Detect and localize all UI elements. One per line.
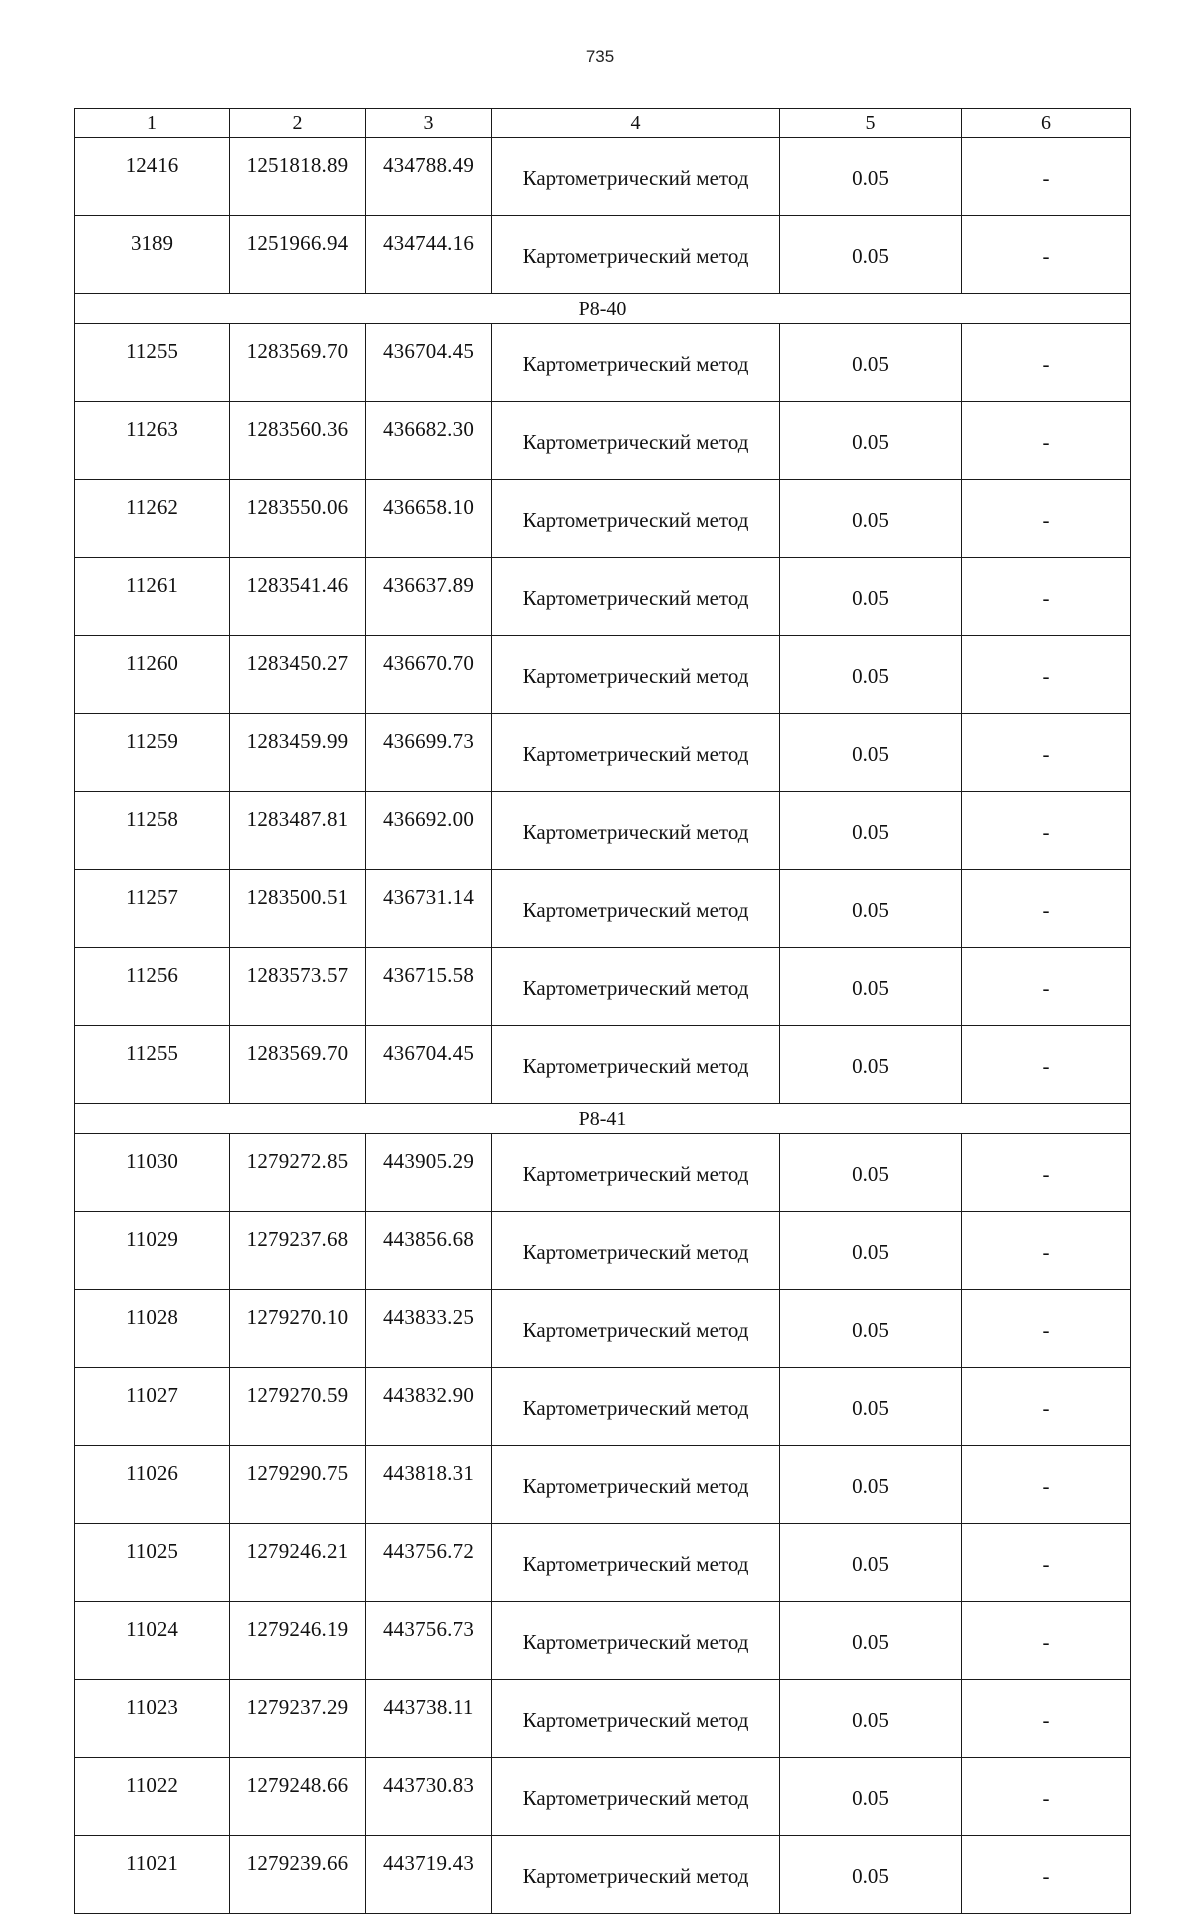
note-cell: -: [962, 1212, 1131, 1290]
accuracy-cell: 0.05: [780, 1212, 962, 1290]
x-coordinate-cell: 1279270.10: [230, 1290, 366, 1368]
table-row: [75, 324, 1131, 402]
accuracy-cell: 0.05: [780, 870, 962, 948]
method-cell: Картометрический метод: [492, 1212, 780, 1290]
accuracy-cell: 0.05: [780, 636, 962, 714]
point-id-cell: 11257: [75, 870, 230, 948]
table-row: [75, 948, 1131, 1026]
table-row: [75, 138, 1131, 216]
point-id-cell: 11260: [75, 636, 230, 714]
y-coordinate-cell: 443730.83: [366, 1758, 492, 1836]
accuracy-cell: 0.05: [780, 1446, 962, 1524]
table-row: [75, 1680, 1131, 1758]
note-cell: -: [962, 1602, 1131, 1680]
accuracy-cell: 0.05: [780, 1290, 962, 1368]
point-id-cell: 11259: [75, 714, 230, 792]
y-coordinate-cell: 436670.70: [366, 636, 492, 714]
note-cell: -: [962, 1758, 1131, 1836]
table-row: [75, 636, 1131, 714]
note-cell: -: [962, 1836, 1131, 1914]
method-cell: Картометрический метод: [492, 1290, 780, 1368]
y-coordinate-cell: 434744.16: [366, 216, 492, 294]
method-cell: Картометрический метод: [492, 1524, 780, 1602]
accuracy-cell: 0.05: [780, 1026, 962, 1104]
note-cell: -: [962, 216, 1131, 294]
x-coordinate-cell: 1283573.57: [230, 948, 366, 1026]
method-cell: Картометрический метод: [492, 1446, 780, 1524]
accuracy-cell: 0.05: [780, 792, 962, 870]
note-cell: -: [962, 714, 1131, 792]
table-row: [75, 792, 1131, 870]
y-coordinate-cell: 443832.90: [366, 1368, 492, 1446]
accuracy-cell: 0.05: [780, 138, 962, 216]
point-id-cell: 11027: [75, 1368, 230, 1446]
point-id-cell: 11024: [75, 1602, 230, 1680]
point-id-cell: 12416: [75, 138, 230, 216]
table-row: [75, 1446, 1131, 1524]
accuracy-cell: 0.05: [780, 402, 962, 480]
column-header-1: 1: [75, 109, 230, 138]
section-label: Р8-41: [75, 1104, 1131, 1134]
point-id-cell: 11029: [75, 1212, 230, 1290]
point-id-cell: 11258: [75, 792, 230, 870]
x-coordinate-cell: 1279246.21: [230, 1524, 366, 1602]
accuracy-cell: 0.05: [780, 1836, 962, 1914]
y-coordinate-cell: 436637.89: [366, 558, 492, 636]
accuracy-cell: 0.05: [780, 324, 962, 402]
x-coordinate-cell: 1279290.75: [230, 1446, 366, 1524]
y-coordinate-cell: 436715.58: [366, 948, 492, 1026]
y-coordinate-cell: 436682.30: [366, 402, 492, 480]
table-row: [75, 1134, 1131, 1212]
table-row: [75, 558, 1131, 636]
x-coordinate-cell: 1283541.46: [230, 558, 366, 636]
x-coordinate-cell: 1283487.81: [230, 792, 366, 870]
note-cell: -: [962, 402, 1131, 480]
note-cell: -: [962, 1368, 1131, 1446]
y-coordinate-cell: 443905.29: [366, 1134, 492, 1212]
note-cell: -: [962, 870, 1131, 948]
y-coordinate-cell: 443818.31: [366, 1446, 492, 1524]
point-id-cell: 11261: [75, 558, 230, 636]
table-row: [75, 1026, 1131, 1104]
method-cell: Картометрический метод: [492, 138, 780, 216]
note-cell: -: [962, 480, 1131, 558]
y-coordinate-cell: 443756.72: [366, 1524, 492, 1602]
x-coordinate-cell: 1279270.59: [230, 1368, 366, 1446]
method-cell: Картометрический метод: [492, 636, 780, 714]
note-cell: -: [962, 558, 1131, 636]
method-cell: Картометрический метод: [492, 402, 780, 480]
section-header-row: [75, 294, 1131, 324]
y-coordinate-cell: 436692.00: [366, 792, 492, 870]
point-id-cell: 11263: [75, 402, 230, 480]
y-coordinate-cell: 443833.25: [366, 1290, 492, 1368]
x-coordinate-cell: 1283569.70: [230, 324, 366, 402]
note-cell: -: [962, 1026, 1131, 1104]
method-cell: Картометрический метод: [492, 1758, 780, 1836]
point-id-cell: 11025: [75, 1524, 230, 1602]
method-cell: Картометрический метод: [492, 1602, 780, 1680]
method-cell: Картометрический метод: [492, 1134, 780, 1212]
x-coordinate-cell: 1283500.51: [230, 870, 366, 948]
point-id-cell: 3189: [75, 216, 230, 294]
table-row: [75, 402, 1131, 480]
method-cell: Картометрический метод: [492, 216, 780, 294]
accuracy-cell: 0.05: [780, 1368, 962, 1446]
note-cell: -: [962, 1524, 1131, 1602]
y-coordinate-cell: 436658.10: [366, 480, 492, 558]
accuracy-cell: 0.05: [780, 1758, 962, 1836]
y-coordinate-cell: 443856.68: [366, 1212, 492, 1290]
accuracy-cell: 0.05: [780, 216, 962, 294]
section-label: Р8-40: [75, 294, 1131, 324]
column-header-3: 3: [366, 109, 492, 138]
method-cell: Картометрический метод: [492, 1680, 780, 1758]
accuracy-cell: 0.05: [780, 558, 962, 636]
point-id-cell: 11255: [75, 1026, 230, 1104]
table-row: [75, 1524, 1131, 1602]
accuracy-cell: 0.05: [780, 480, 962, 558]
y-coordinate-cell: 436731.14: [366, 870, 492, 948]
table-row: [75, 1758, 1131, 1836]
page-number: 735: [585, 47, 615, 66]
note-cell: -: [962, 792, 1131, 870]
method-cell: Картометрический метод: [492, 1026, 780, 1104]
accuracy-cell: 0.05: [780, 1680, 962, 1758]
column-header-4: 4: [492, 109, 780, 138]
point-id-cell: 11021: [75, 1836, 230, 1914]
point-id-cell: 11023: [75, 1680, 230, 1758]
point-id-cell: 11026: [75, 1446, 230, 1524]
method-cell: Картометрический метод: [492, 1368, 780, 1446]
x-coordinate-cell: 1283550.06: [230, 480, 366, 558]
method-cell: Картометрический метод: [492, 1836, 780, 1914]
note-cell: -: [962, 324, 1131, 402]
table-row: [75, 1212, 1131, 1290]
x-coordinate-cell: 1251818.89: [230, 138, 366, 216]
table-row: [75, 870, 1131, 948]
y-coordinate-cell: 436704.45: [366, 324, 492, 402]
table-row: [75, 1290, 1131, 1368]
table-row: [75, 216, 1131, 294]
x-coordinate-cell: 1283450.27: [230, 636, 366, 714]
accuracy-cell: 0.05: [780, 948, 962, 1026]
point-id-cell: 11262: [75, 480, 230, 558]
accuracy-cell: 0.05: [780, 1134, 962, 1212]
note-cell: -: [962, 1290, 1131, 1368]
table-row: [75, 1368, 1131, 1446]
method-cell: Картометрический метод: [492, 714, 780, 792]
coordinates-table-body: [75, 109, 1131, 1914]
x-coordinate-cell: 1279237.29: [230, 1680, 366, 1758]
table-header-row: [75, 109, 1131, 138]
method-cell: Картометрический метод: [492, 792, 780, 870]
accuracy-cell: 0.05: [780, 1524, 962, 1602]
y-coordinate-cell: 443719.43: [366, 1836, 492, 1914]
note-cell: -: [962, 1134, 1131, 1212]
accuracy-cell: 0.05: [780, 1602, 962, 1680]
x-coordinate-cell: 1279237.68: [230, 1212, 366, 1290]
y-coordinate-cell: 443756.73: [366, 1602, 492, 1680]
note-cell: -: [962, 1446, 1131, 1524]
x-coordinate-cell: 1279239.66: [230, 1836, 366, 1914]
accuracy-cell: 0.05: [780, 714, 962, 792]
x-coordinate-cell: 1283459.99: [230, 714, 366, 792]
table-row: [75, 1836, 1131, 1914]
x-coordinate-cell: 1279272.85: [230, 1134, 366, 1212]
column-header-6: 6: [962, 109, 1131, 138]
point-id-cell: 11028: [75, 1290, 230, 1368]
note-cell: -: [962, 948, 1131, 1026]
point-id-cell: 11022: [75, 1758, 230, 1836]
column-header-2: 2: [230, 109, 366, 138]
point-id-cell: 11030: [75, 1134, 230, 1212]
method-cell: Картометрический метод: [492, 948, 780, 1026]
x-coordinate-cell: 1279248.66: [230, 1758, 366, 1836]
y-coordinate-cell: 434788.49: [366, 138, 492, 216]
section-header-row: [75, 1104, 1131, 1134]
coordinates-table: [74, 108, 1131, 1914]
point-id-cell: 11255: [75, 324, 230, 402]
table-row: [75, 1602, 1131, 1680]
method-cell: Картометрический метод: [492, 870, 780, 948]
note-cell: -: [962, 1680, 1131, 1758]
table-row: [75, 714, 1131, 792]
point-id-cell: 11256: [75, 948, 230, 1026]
x-coordinate-cell: 1279246.19: [230, 1602, 366, 1680]
y-coordinate-cell: 436699.73: [366, 714, 492, 792]
x-coordinate-cell: 1251966.94: [230, 216, 366, 294]
y-coordinate-cell: 443738.11: [366, 1680, 492, 1758]
note-cell: -: [962, 138, 1131, 216]
method-cell: Картометрический метод: [492, 480, 780, 558]
table-row: [75, 480, 1131, 558]
note-cell: -: [962, 636, 1131, 714]
x-coordinate-cell: 1283569.70: [230, 1026, 366, 1104]
x-coordinate-cell: 1283560.36: [230, 402, 366, 480]
method-cell: Картометрический метод: [492, 324, 780, 402]
method-cell: Картометрический метод: [492, 558, 780, 636]
column-header-5: 5: [780, 109, 962, 138]
y-coordinate-cell: 436704.45: [366, 1026, 492, 1104]
